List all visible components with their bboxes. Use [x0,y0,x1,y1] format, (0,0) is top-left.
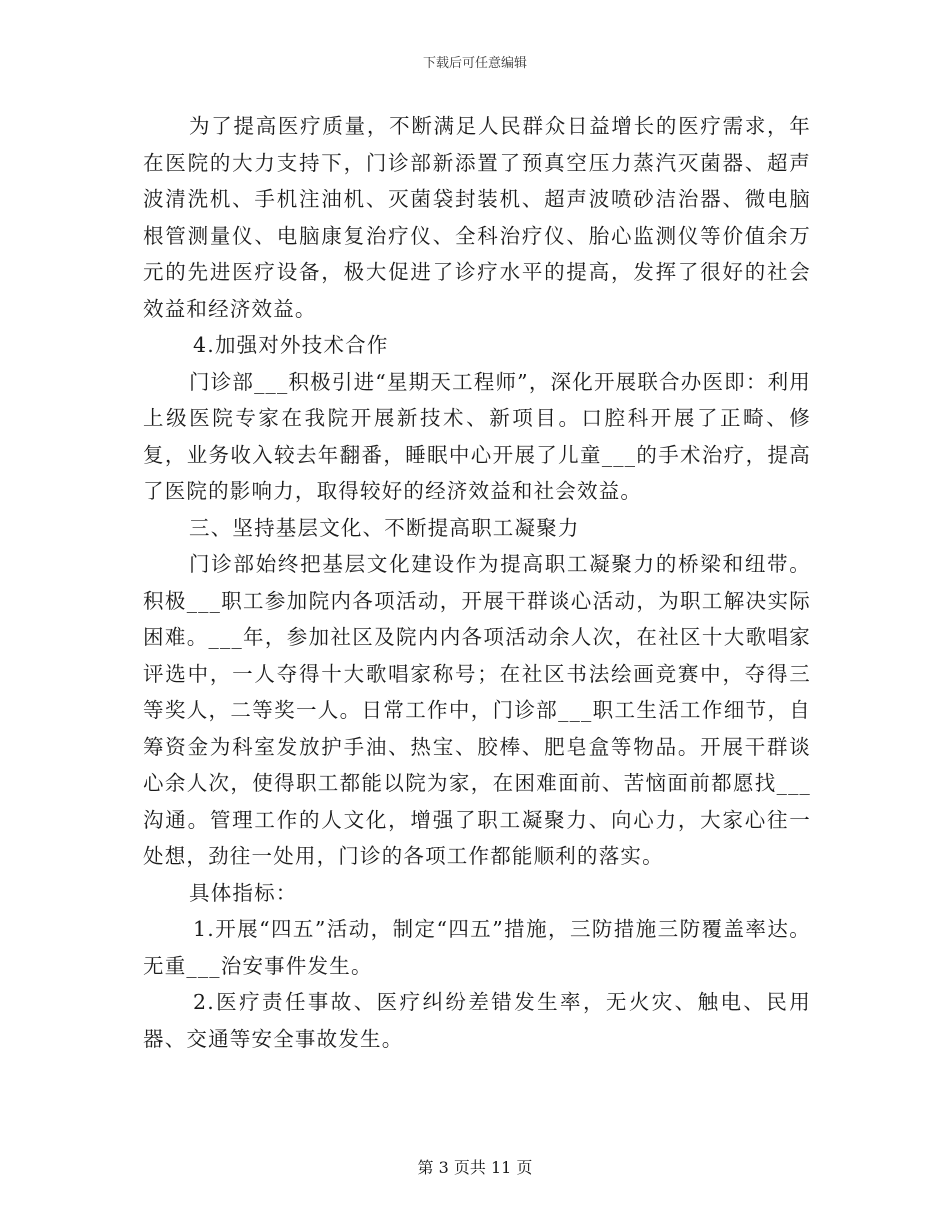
paragraph-culture: 门诊部始终把基层文化建设作为提高职工凝聚力的桥梁和纽带。积极___职工参加院内各项活动，开展干群谈心活动，为职工解决实际困难。___年，参加社区及院内内各项活动余人次，在社区十大歌唱家评选中，一人夺得十大歌唱家称号；在社区书法绘画竞赛中，夺得三等奖人，二等奖一人。日常工作中，门诊部___职工生活工作细节，自筹资金为科室发放护手油、热宝、胶棒、肥皂盒等物品。开展干群谈心余人次，使得职工都能以院为家，在困难面前、苦恼面前都愿找___沟通。管理工作的人文化，增强了职工凝聚力、向心力，大家心往一处想，劲往一处用，门诊的各项工作都能顺利的落实。 [143,552,811,868]
paragraph-equipment: 为了提高医疗质量，不断满足人民群众日益增长的医疗需求，年在医院的大力支持下，门诊部新添置了预真空压力蒸汽灭菌器、超声波清洗机、手机注油机、灭菌袋封装机、超声波喷砂洁治器、微电脑根管测量仪、电脑康复治疗仪、全科治疗仪、胎心监测仪等价值余万元的先进医疗设备，极大促进了诊疗水平的提高，发挥了很好的社会效益和经济效益。 [143,114,811,321]
paragraph-cooperation: 门诊部___积极引进“星期天工程师”，深化开展联合办医即：利用上级医院专家在我院开展新技术、新项目。口腔科开展了正畸、修复，业务收入较去年翻番，睡眠中心开展了儿童___的手术治疗，提高了医院的影响力，取得较好的经济效益和社会效益。 [143,369,811,503]
section-heading-cooperation: 4.加强对外技术合作 [193,333,389,357]
list-item-indicator-1: 1.开展“四五”活动，制定“四五”措施，三防措施三防覆盖率达。无重___治安事件发生。 [143,917,811,978]
document-body [143,108,811,1057]
page-number: 第 3 页共 11 页 [417,1158,533,1177]
page-header-note: 下载后可任意编辑 [422,56,527,71]
section-heading-culture: 三、坚持基层文化、不断提高职工凝聚力 [189,515,580,540]
section-heading-indicators: 具体指标： [189,880,298,905]
list-item-indicator-2: 2.医疗责任事故、医疗纠纷差错发生率，无火灾、触电、民用器、交通等安全事故发生。 [143,990,811,1051]
